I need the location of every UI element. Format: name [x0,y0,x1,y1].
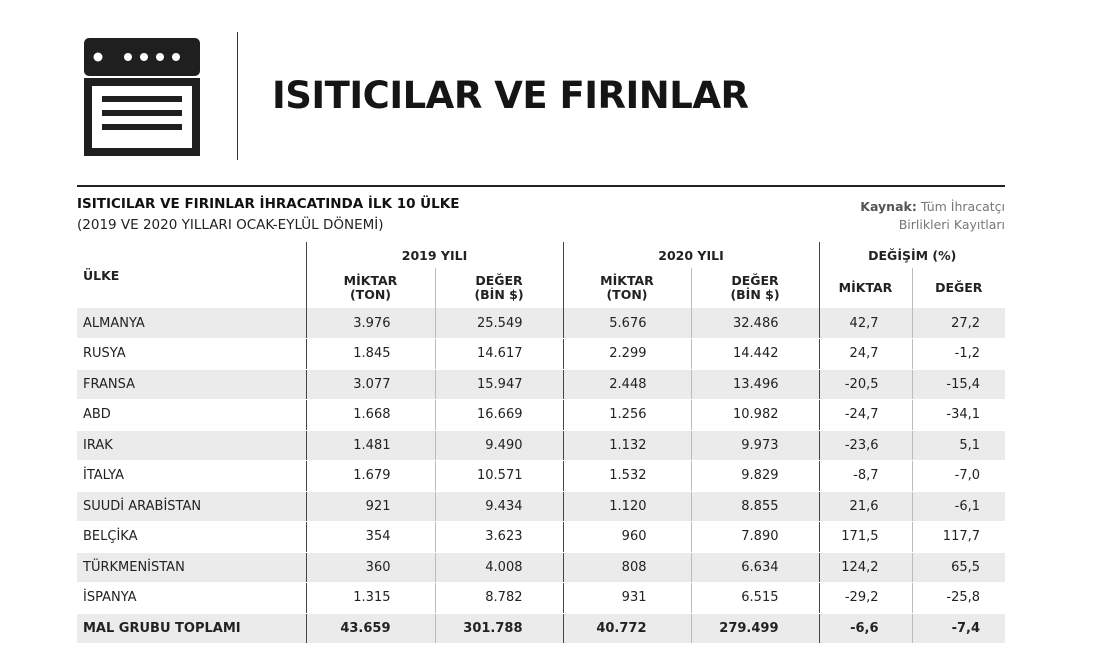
deger-2020-cell: 9.973 [691,430,819,461]
deger-2019-cell: 8.782 [435,583,563,614]
source-text-2: Birlikleri Kayıtları [898,217,1005,232]
header-2020: 2020 YILI [563,242,819,268]
table-row [77,400,1005,431]
table-row [77,522,1005,553]
change-miktar-cell: 171,5 [819,522,912,553]
miktar-2019-cell: 1.679 [306,461,435,492]
deger-2019-cell: 9.434 [435,491,563,522]
country-cell: ABD [77,400,306,431]
oven-icon [84,38,200,156]
miktar-2020-cell: 1.532 [563,461,691,492]
change-miktar-cell: -8,7 [819,461,912,492]
deger-2019-cell: 3.623 [435,522,563,553]
miktar-2019-cell: 3.976 [306,308,435,339]
table-row [77,491,1005,522]
change-deger-cell: -15,4 [912,369,1005,400]
miktar-2020-cell: 931 [563,583,691,614]
miktar-2019-cell: 1.845 [306,339,435,370]
total-miktar-2020: 40.772 [563,613,691,644]
change-deger-cell: -7,0 [912,461,1005,492]
miktar-2020-cell: 2.299 [563,339,691,370]
deger-2020-cell: 10.982 [691,400,819,431]
table-row [77,552,1005,583]
header-2019: 2019 YILI [306,242,563,268]
change-miktar-cell: 42,7 [819,308,912,339]
table-row [77,461,1005,492]
country-cell: TÜRKMENİSTAN [77,552,306,583]
country-cell: İSPANYA [77,583,306,614]
table-title: ISITICILAR VE FIRINLAR İHRACATINDA İLK 10 ÜLKE [77,196,460,212]
header-change-miktar: MİKTAR [819,268,912,308]
header-2019-deger: DEĞER (BİN $) [435,268,563,308]
header-divider [237,32,238,160]
table-row [77,339,1005,370]
table-subtitle: (2019 VE 2020 YILLARI OCAK-EYLÜL DÖNEMİ) [77,217,384,233]
source-text-1: Tüm İhracatçı [920,199,1005,214]
total-miktar-2019: 43.659 [306,613,435,644]
miktar-2019-cell: 1.481 [306,430,435,461]
deger-2020-cell: 7.890 [691,522,819,553]
deger-2020-cell: 6.634 [691,552,819,583]
deger-2020-cell: 32.486 [691,308,819,339]
total-deger-2019: 301.788 [435,613,563,644]
page-title: ISITICILAR VE FIRINLAR [272,74,749,117]
change-deger-cell: 117,7 [912,522,1005,553]
change-deger-cell: -1,2 [912,339,1005,370]
miktar-2019-cell: 1.668 [306,400,435,431]
source-note [860,198,1005,234]
miktar-2019-cell: 3.077 [306,369,435,400]
change-miktar-cell: 24,7 [819,339,912,370]
country-cell: ALMANYA [77,308,306,339]
deger-2020-cell: 9.829 [691,461,819,492]
deger-2019-cell: 9.490 [435,430,563,461]
deger-2020-cell: 13.496 [691,369,819,400]
header-2020-deger: DEĞER (BİN $) [691,268,819,308]
change-deger-cell: -34,1 [912,400,1005,431]
change-deger-cell: -25,8 [912,583,1005,614]
header-country: ÜLKE [83,268,120,283]
total-change-miktar: -6,6 [819,613,912,644]
total-deger-2020: 279.499 [691,613,819,644]
miktar-2020-cell: 808 [563,552,691,583]
change-miktar-cell: 124,2 [819,552,912,583]
header-change-deger: DEĞER [912,268,1005,308]
change-miktar-cell: -23,6 [819,430,912,461]
change-miktar-cell: -29,2 [819,583,912,614]
total-row [77,613,1005,644]
deger-2020-cell: 14.442 [691,339,819,370]
country-cell: İTALYA [77,461,306,492]
change-deger-cell: 27,2 [912,308,1005,339]
deger-2019-cell: 15.947 [435,369,563,400]
miktar-2020-cell: 960 [563,522,691,553]
deger-2020-cell: 8.855 [691,491,819,522]
table-row [77,369,1005,400]
deger-2019-cell: 14.617 [435,339,563,370]
change-deger-cell: 5,1 [912,430,1005,461]
total-label: MAL GRUBU TOPLAMI [77,613,306,644]
header-change: DEĞİŞİM (%) [819,242,1005,268]
country-cell: IRAK [77,430,306,461]
miktar-2019-cell: 1.315 [306,583,435,614]
miktar-2019-cell: 354 [306,522,435,553]
deger-2019-cell: 10.571 [435,461,563,492]
country-cell: RUSYA [77,339,306,370]
miktar-2020-cell: 2.448 [563,369,691,400]
miktar-2020-cell: 5.676 [563,308,691,339]
change-deger-cell: -6,1 [912,491,1005,522]
export-table [77,242,1005,644]
miktar-2019-cell: 360 [306,552,435,583]
miktar-2020-cell: 1.120 [563,491,691,522]
total-change-deger: -7,4 [912,613,1005,644]
miktar-2020-cell: 1.256 [563,400,691,431]
deger-2019-cell: 25.549 [435,308,563,339]
country-cell: SUUDİ ARABİSTAN [77,491,306,522]
country-cell: FRANSA [77,369,306,400]
table-row [77,430,1005,461]
table-top-rule [77,185,1005,187]
source-label: Kaynak: [860,199,917,214]
deger-2019-cell: 4.008 [435,552,563,583]
header-2019-miktar: MİKTAR (TON) [306,268,435,308]
miktar-2020-cell: 1.132 [563,430,691,461]
change-miktar-cell: 21,6 [819,491,912,522]
change-miktar-cell: -24,7 [819,400,912,431]
table-row [77,583,1005,614]
change-deger-cell: 65,5 [912,552,1005,583]
table-row [77,308,1005,339]
country-cell: BELÇİKA [77,522,306,553]
deger-2019-cell: 16.669 [435,400,563,431]
miktar-2019-cell: 921 [306,491,435,522]
deger-2020-cell: 6.515 [691,583,819,614]
header-2020-miktar: MİKTAR (TON) [563,268,691,308]
change-miktar-cell: -20,5 [819,369,912,400]
